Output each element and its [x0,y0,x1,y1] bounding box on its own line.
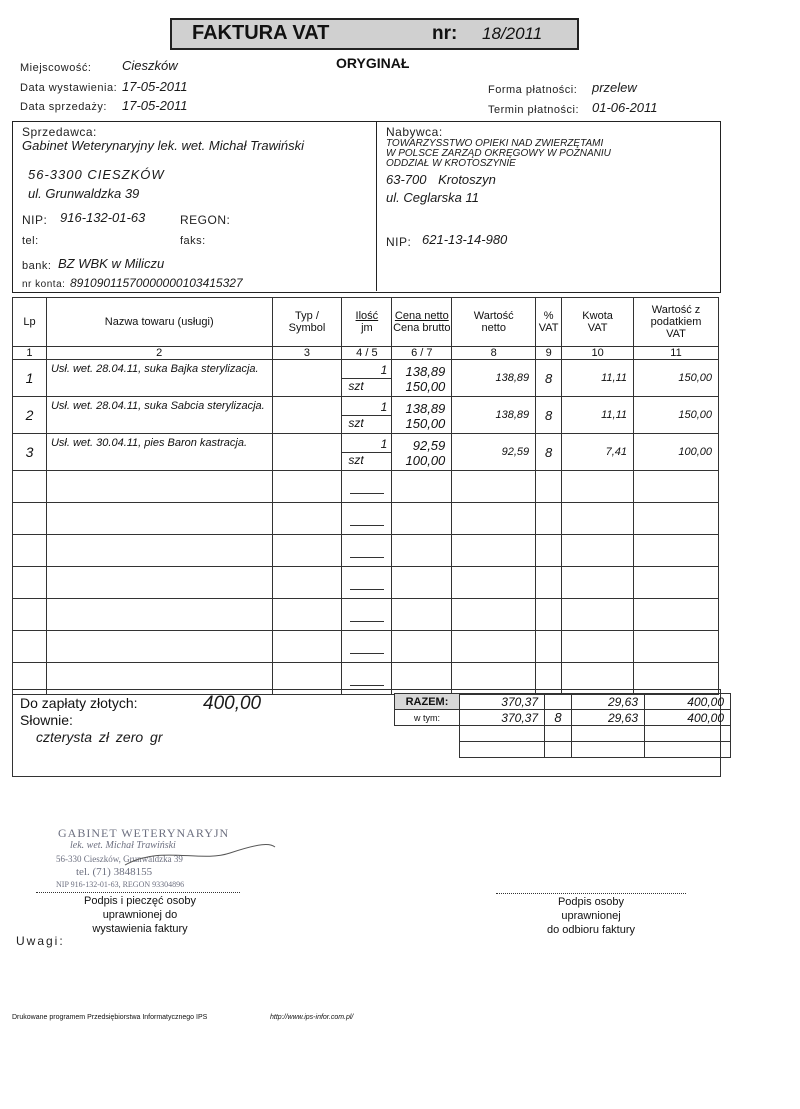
row-unit: szt [348,416,364,430]
total-rate [545,694,572,710]
total-gross: 400,00 [645,694,731,710]
empty-cell [342,535,392,567]
empty-cell [13,535,47,567]
row-qty: 1 [342,363,391,379]
row-qty-cell [342,434,392,471]
row-net-price: 92,59 [412,437,446,453]
empty-cell [13,471,47,503]
empty-cell [392,503,452,535]
table-row [13,434,719,471]
seller-regon-label: REGON: [180,213,231,227]
empty-cell [562,535,634,567]
col-vatamt-line1: Kwota [582,310,613,322]
buyer-name-line2: W POLSCE ZARZĄD OKRĘGOWY W POZNANIU [386,148,611,159]
col-net-line2: netto [481,322,506,334]
seller-nip-label: NIP: [22,213,48,227]
sale-date-label: Data sprzedaży: [20,101,107,113]
row-vat-amount: 11,11 [562,360,634,397]
empty-cell [46,535,272,567]
col-price-line1: Cena netto [394,310,449,322]
empty-cell [452,503,536,535]
col-vatrate-header [536,298,562,347]
col-vatamt-line2: VAT [587,322,608,334]
notes-label: Uwagi: [16,934,65,948]
empty-cell [452,599,536,631]
row-gross-price: 100,00 [405,452,446,468]
col-type-line1: Typ / [295,310,319,322]
invoice-title-box [170,18,579,50]
empty-cell [46,567,272,599]
parties-divider [376,121,377,291]
empty-cell [536,567,562,599]
empty-table-row [13,631,719,663]
colnum: 8 [452,347,536,360]
total-label: RAZEM: [395,694,460,710]
col-net-line1: Wartość [473,310,514,322]
signature-scribble [120,835,280,875]
seller-street: ul. Grunwaldzka 39 [28,186,140,201]
row-gross-value: 150,00 [634,360,719,397]
row-net-value: 138,89 [452,397,536,434]
empty-cell [634,535,719,567]
original-label: ORYGINAŁ [336,55,410,71]
sale-date: 17-05-2011 [122,98,188,113]
empty-cell [272,631,342,663]
empty-table-row [13,567,719,599]
colnum: 11 [634,347,719,360]
buyer-postal: 63-700 Krotoszyn [386,172,496,187]
issuer-caption-line1: Podpis i pieczęć osoby [84,895,196,907]
empty-cell [272,471,342,503]
empty-table-row [13,471,719,503]
empty-cell [452,471,536,503]
row-item-name: Usł. wet. 28.04.11, suka Sabcia sterylizacja. [46,397,272,434]
col-type-header [272,298,342,347]
empty-cell [634,631,719,663]
empty-cell [452,567,536,599]
row-price-cell [392,434,452,471]
receiver-signature-caption [494,895,688,937]
empty-cell [536,631,562,663]
empty-table-row [13,599,719,631]
empty-cell [46,503,272,535]
empty-cell [452,535,536,567]
seller-account-label: nr konta: [22,279,66,290]
seller-fax-label: faks: [180,235,206,247]
row-qty: 1 [342,400,391,416]
empty-cell [392,599,452,631]
stamp-line1: GABINET WETERYNARYJN [58,826,230,840]
colnum: 1 [13,347,47,360]
colnum: 9 [536,347,562,360]
row-type [272,360,342,397]
empty-cell [536,503,562,535]
empty-cell [342,471,392,503]
empty-cell [634,503,719,535]
row-lp: 3 [13,434,47,471]
inc-vat: 29,63 [572,710,645,726]
place-label: Miejscowość: [20,62,92,74]
empty-cell [342,503,392,535]
row-vat-rate: 8 [536,360,562,397]
row-gross-price: 150,00 [405,378,446,394]
receiver-caption-line1: Podpis osoby [557,896,625,908]
row-item-name: Usł. wet. 28.04.11, suka Bajka sterylizacja. [46,360,272,397]
empty-cell [562,631,634,663]
empty-cell [562,567,634,599]
issue-date: 17-05-2011 [122,79,188,94]
col-lp-header: Lp [13,298,47,347]
col-name-header: Nazwa towaru (usługi) [46,298,272,347]
empty-cell [46,631,272,663]
receiver-caption-line2: uprawnionej [561,910,621,922]
empty-cell [46,599,272,631]
col-type-line2: Symbol [288,322,326,334]
pay-label: Do zapłaty złotych: [20,695,138,711]
buyer-nip: 621-13-14-980 [422,232,508,247]
footer-printed: Drukowane programem Przedsiębiorstwa Informatycznego IPS [12,1014,208,1021]
total-net: 370,37 [460,694,545,710]
empty-cell [392,535,452,567]
payment-value: przelew [592,80,637,95]
col-vatrate-line2: VAT [538,322,559,334]
words-value: czterysta zł zero gr [36,729,163,745]
empty-cell [634,471,719,503]
row-net-price: 138,89 [405,363,446,379]
empty-cell [13,631,47,663]
receiver-signature-line [496,893,686,894]
due-date: 01-06-2011 [592,100,658,115]
buyer-street: ul. Ceglarska 11 [386,190,479,205]
inc-net: 370,37 [460,710,545,726]
row-vat-amount: 11,11 [562,397,634,434]
seller-account: 89109011570000000103415327 [70,276,243,290]
row-vat-rate: 8 [536,434,562,471]
inc-rate: 8 [545,710,572,726]
row-net-value: 138,89 [452,360,536,397]
empty-cell [536,599,562,631]
row-qty-cell [342,360,392,397]
row-net-price: 138,89 [405,400,446,416]
colnum: 2 [46,347,272,360]
empty-table-row [13,535,719,567]
buyer-name-line3: ODDZIAŁ W KROTOSZYNIE [386,158,516,169]
col-price-header [392,298,452,347]
table-row [13,397,719,434]
summary-table [394,693,731,758]
buyer-label: Nabywca: [386,125,443,139]
column-number-row [13,347,719,360]
seller-tel-label: tel: [22,235,39,247]
col-net-header [452,298,536,347]
receiver-caption-line3: do odbioru faktury [546,924,636,936]
row-qty: 1 [342,437,391,453]
empty-cell [392,567,452,599]
empty-cell [562,599,634,631]
total-vat: 29,63 [572,694,645,710]
col-qty-line2: jm [361,322,373,334]
empty-cell [13,567,47,599]
col-qty-line1: Ilość [355,310,379,322]
empty-table-row [13,503,719,535]
summary-blank-row [395,742,731,758]
empty-cell [562,471,634,503]
empty-cell [13,599,47,631]
colnum: 3 [272,347,342,360]
empty-cell [392,471,452,503]
row-type [272,434,342,471]
row-unit: szt [348,453,364,467]
col-vatamt-header [562,298,634,347]
including-row [395,710,731,726]
stamp-line2: lek. wet. Michał Trawiński [70,840,176,851]
pay-value: 400,00 [203,693,262,714]
col-gross-line3: VAT [666,328,686,340]
empty-cell [392,631,452,663]
row-lp: 1 [13,360,47,397]
issuer-caption-line3: wystawienia faktury [92,923,188,935]
empty-cell [342,567,392,599]
seller-nip: 916-132-01-63 [60,210,146,225]
invoice-number-label: nr: [432,23,458,44]
total-row [395,694,731,710]
colnum: 10 [562,347,634,360]
col-qty-header [342,298,392,347]
empty-cell [634,599,719,631]
payment-label: Forma płatności: [488,84,578,96]
seller-postal: 56-3300 CIESZKÓW [28,167,165,182]
place-value: Cieszków [122,58,178,73]
col-gross-header [634,298,719,347]
empty-cell [46,471,272,503]
buyer-nip-label: NIP: [386,235,412,249]
table-row [13,360,719,397]
row-gross-value: 150,00 [634,397,719,434]
including-label: w tym: [395,710,460,726]
colnum: 6 / 7 [392,347,452,360]
invoice-title: FAKTURA VAT [192,22,330,44]
col-price-line2: Cena brutto [393,322,451,334]
inc-gross: 400,00 [645,710,731,726]
stamp-line3: 56-330 Cieszków, Grunwaldzka 39 [56,854,183,864]
empty-cell [272,503,342,535]
row-net-value: 92,59 [452,434,536,471]
row-type [272,397,342,434]
row-price-cell [392,397,452,434]
words-label: Słownie: [20,712,73,728]
seller-name: Gabinet Weterynaryjny lek. wet. Michał Trawiński [22,138,305,153]
table-header-row [13,298,719,347]
seller-bank: BZ WBK w Miliczu [58,256,165,271]
empty-cell [342,599,392,631]
empty-cell [536,471,562,503]
empty-cell [13,503,47,535]
empty-cell [272,599,342,631]
row-gross-value: 100,00 [634,434,719,471]
issue-date-label: Data wystawienia: [20,82,118,94]
due-date-label: Termin płatności: [488,104,580,116]
row-price-cell [392,360,452,397]
summary-blank-row [395,726,731,742]
row-gross-price: 150,00 [405,415,446,431]
empty-cell [536,535,562,567]
empty-cell [562,503,634,535]
col-vatrate-line1: % [543,310,554,322]
buyer-name-line1: TOWARZYSSTWO OPIEKI NAD ZWIERZĘTAMI [386,138,604,149]
issuer-caption-line2: uprawnionej do [102,909,178,921]
footer-url: http://www.ips-infor.com.pl/ [270,1014,354,1021]
empty-cell [272,567,342,599]
issuer-signature-caption [40,894,240,936]
empty-cell [634,567,719,599]
row-vat-rate: 8 [536,397,562,434]
row-unit: szt [348,379,364,393]
row-item-name: Usł. wet. 30.04.11, pies Baron kastracja. [46,434,272,471]
items-table [12,297,719,695]
seller-label: Sprzedawca: [22,125,97,139]
col-gross-line1: Wartość z [651,304,701,316]
issuer-signature-line [36,892,240,893]
row-lp: 2 [13,397,47,434]
stamp-line4: tel. (71) 3848155 [76,866,153,878]
stamp-line5: NIP 916-132-01-63, REGON 93304896 [56,880,185,889]
empty-cell [272,535,342,567]
seller-bank-label: bank: [22,260,52,272]
row-vat-amount: 7,41 [562,434,634,471]
row-qty-cell [342,397,392,434]
empty-cell [342,631,392,663]
col-gross-line2: podatkiem [650,316,702,328]
colnum: 4 / 5 [342,347,392,360]
invoice-number: 18/2011 [482,24,543,43]
empty-cell [452,631,536,663]
